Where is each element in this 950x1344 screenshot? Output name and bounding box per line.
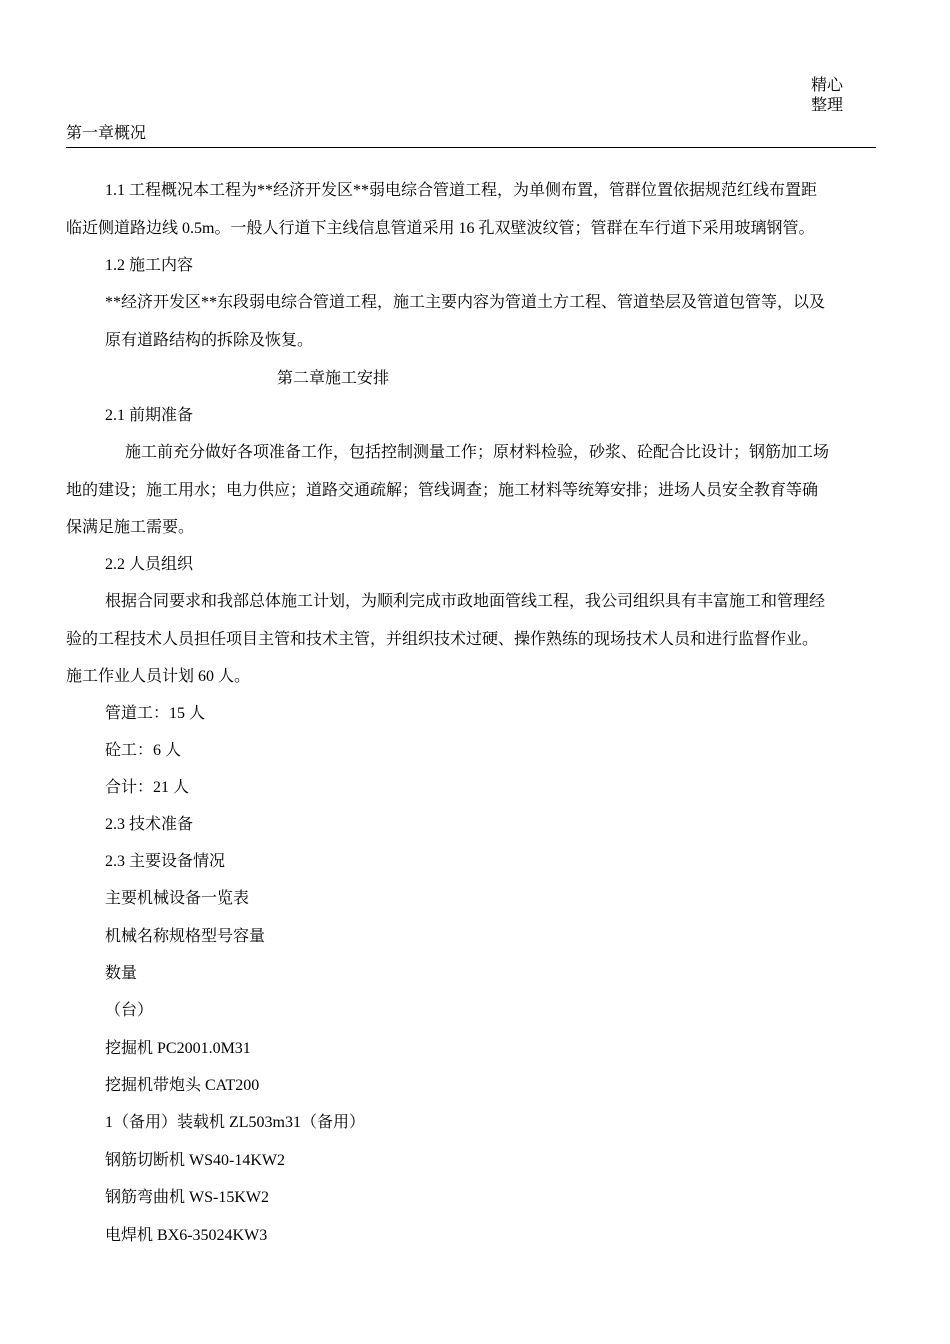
heading-2-1: 2.1 前期准备 — [105, 407, 194, 424]
paragraph-2-1-line-2: 地的建设；施工用水；电力供应；道路交通疏解；管线调查；施工材料等统筹安排；进场人员安全教育等确 — [66, 482, 819, 499]
paragraph-2-1-line-3: 保满足施工需要。 — [66, 519, 195, 536]
paragraph-1-2-line-1: **经济开发区**东段弱电综合管道工程，施工主要内容为管道土方工程、管道垫层及管道包管等，以及 — [105, 294, 826, 311]
header-mark-line2: 整理 — [811, 97, 844, 114]
equipment-table-header: 机械名称规格型号容量 — [105, 928, 266, 945]
header-rule — [66, 147, 876, 148]
equipment-table-title: 主要机械设备一览表 — [105, 890, 250, 907]
header-mark-line1: 精心 — [811, 77, 844, 94]
equipment-item: 1（备用）装载机 ZL503m31（备用） — [105, 1114, 365, 1131]
equipment-unit-label: （台） — [105, 1002, 154, 1019]
paragraph-1-1-line-1: 1.1 工程概况本工程为**经济开发区**弱电综合管道工程，为单侧布置，管群位置依据规范红线布置距 — [105, 182, 818, 199]
paragraph-2-2-line-1: 根据合同要求和我部总体施工计划，为顺利完成市政地面管线工程，我公司组织具有丰富施工和管理经 — [105, 593, 826, 610]
paragraph-1-2-line-2: 原有道路结构的拆除及恢复。 — [105, 332, 314, 349]
chapter-two-title: 第二章施工安排 — [277, 370, 390, 387]
heading-1-2: 1.2 施工内容 — [105, 257, 194, 274]
heading-2-3-tech: 2.3 技术准备 — [105, 816, 194, 833]
paragraph-2-2-line-3: 施工作业人员计划 60 人。 — [66, 668, 251, 685]
equipment-item: 电焊机 BX6-35024KW3 — [105, 1227, 268, 1244]
staff-pipe-workers: 管道工：15 人 — [105, 705, 206, 722]
heading-2-2: 2.2 人员组织 — [105, 556, 194, 573]
paragraph-2-2-line-2: 验的工程技术人员担任项目主管和技术主管，并组织技术过硬、操作熟练的现场技术人员和进行监督作业。 — [66, 631, 819, 648]
equipment-item: 钢筋切断机 WS40-14KW2 — [105, 1152, 285, 1169]
equipment-quantity-label: 数量 — [105, 965, 138, 982]
staff-total: 合计：21 人 — [105, 779, 190, 796]
header-mark — [811, 76, 851, 116]
heading-2-3-equipment: 2.3 主要设备情况 — [105, 853, 226, 870]
equipment-item: 挖掘机 PC2001.0M31 — [105, 1040, 251, 1057]
staff-concrete-workers: 砼工：6 人 — [105, 742, 182, 759]
paragraph-1-1-line-2: 临近侧道路边线 0.5m。一般人行道下主线信息管道采用 16 孔双壁波纹管；管群在车行道下采用玻璃钢管。 — [66, 220, 815, 237]
equipment-item: 钢筋弯曲机 WS-15KW2 — [105, 1189, 269, 1206]
equipment-item: 挖掘机带炮头 CAT200 — [105, 1077, 260, 1094]
paragraph-2-1-line-1: 施工前充分做好各项准备工作，包括控制测量工作；原材料检验，砂浆、砼配合比设计；钢筋加工场 — [125, 444, 830, 461]
chapter-one-title: 第一章概况 — [66, 125, 147, 142]
